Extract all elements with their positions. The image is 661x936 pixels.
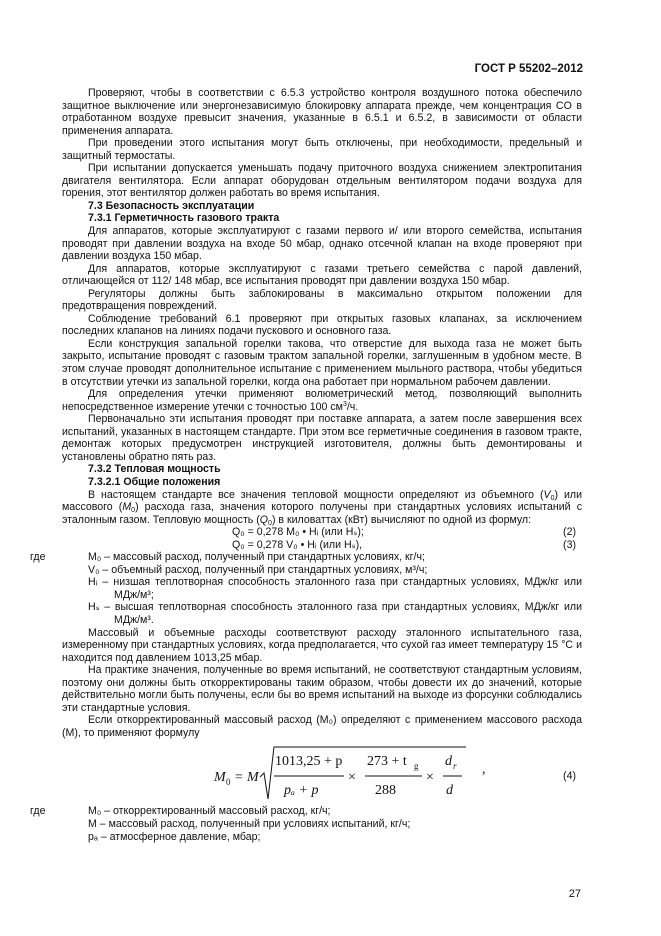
formula-subscript: g [414,761,419,772]
formula-4-graphic [62,743,582,805]
paragraph: Соблюдение требований 6.1 проверяют при открытых газовых клапанах, за исключением последних клапанов на линиях подачи пускового и основного газа. [62,312,582,338]
formula-text: Q₀ = 0,278 V₀ • Hᵢ (или Hₛ), [232,538,363,551]
paragraph: Если конструкция запальной горелки такова, что отверстие для выхода газа не может быть закрыто, испытание проводят с газовым трактом запальной горелки, заглушенным в удобном месте. В этом случае проводят дополнительное испытание с применением мыльного раствора, чтобы убедиться в отсутствии утечки из запальной горелки, когда она работает при нормальном рабочем давлении. [62,337,582,388]
where-label: где [30,551,46,564]
formula-number: (4) [563,770,576,783]
formula-num-3: d [445,754,452,770]
formula-eq: = M [234,770,259,786]
formula-lhs: M [214,770,226,786]
symbol: M [122,501,132,514]
formula-subscript: r [453,761,457,772]
paragraph: Регуляторы должны быть заблокированы в максимально открытом положении для предотвращения повреждений. [62,287,582,313]
page-number: 27 [568,888,581,900]
text: ) в киловаттах (кВт) вычисляют по одной из формул: [271,513,532,526]
definition: Hₛ – высшая теплотворная способность эталонного газа при стандартных условиях, МДж/кг или МДж/м³. [88,601,582,626]
definitions-list [30,551,582,626]
formula-comma: , [482,762,486,778]
definition: V₀ – объемный расход, полученный при стандартных условиях, м³/ч; [88,563,428,576]
subscript: 0 [550,494,555,502]
paragraph: При испытании допускается уменьшать подачу приточного воздуха снижением электропитания двигателя вентилятора. Если аппарат оборудован отдельным вентилятором подачи воздуха для горения, этот вентилятор должен работать во время испытания. [62,162,582,200]
definitions-list [30,805,582,843]
symbol: Q [259,513,269,526]
text: ) расхода газа, значения которого получены при стандартных условиях испытаний с эталонным газом. Тепловую мощность ( [62,501,582,526]
text: ) или массового ( [62,488,582,514]
text: В настоящем стандарте все значения тепловой мощности определяют из объемного ( [88,488,544,501]
formula-num-1: 1013,25 + p [275,754,343,770]
formula-text: Q₀ = 0,278 M₀ • Hᵢ (или Hₛ); [232,526,364,539]
section-heading: 7.3.2.1 Общие положения [88,475,221,488]
superscript: 3 [342,400,347,408]
formula-den-3: d [446,783,453,799]
formula-times: × [348,770,356,786]
definition: M₀ – массовый расход, полученный при стандартных условиях, кг/ч; [88,551,425,564]
where-label: где [30,805,46,818]
definition: Hᵢ – низшая теплотворная способность эталонного газа при стандартных условиях, МДж/кг или МДж/м³; [88,576,582,601]
formula-subscript: 0 [226,777,231,788]
section-heading: 7.3.2 Тепловая мощность [88,463,221,476]
formula-num-2: 273 + t [367,754,407,770]
definition: M – массовый расход, полученный при условиях испытаний, кг/ч; [88,817,411,830]
paragraph: Если откорректированный массовый расход (M₀) определяют с применением массового расхода (M), то применяют формулу [62,714,582,739]
text: Для определения утечки применяют волюметрический метод, позволяющий выполнить непосредственное измерение утечки с точностью 100 см [62,388,582,413]
document-header: ГОСТ Р 55202–2012 [474,63,583,75]
paragraph: Для аппаратов, которые эксплуатируют с газами первого и/ или второго семейства, испытания проводят при давлении воздуха на входе 50 мбар, однако отсечной клапан на входе проверяют при давлении воздуха 150 мбар. [62,225,582,263]
formula-number: (3) [563,538,576,551]
section-heading: 7.3.1 Герметичность газового тракта [88,212,280,225]
formula-2 [62,526,582,539]
subscript: 0 [268,519,272,527]
formula-den-2: 288 [375,783,396,799]
definition: pₐ – атмосферное давление, мбар; [88,830,261,843]
paragraph: На практике значения, полученные во время испытаний, не соответствуют стандартным условиям, поэтому они должны быть откорректированы таким образом, чтобы довести их до значений, которые действительно могли быть получены, если бы во время испытаний на выходе из форсунки соблюдались эти стандартные условия. [62,664,582,714]
paragraph: Проверяют, чтобы в соответствии с 6.5.3 устройство контроля воздушного потока обеспечило защитное выключение или энергонезависимую блокировку аппарата прежде, чем концентрация CO в отработанном воздухе превысит значения, указанные в 6.5.1 и 6.5.2, в зависимости от области применения аппарата. [62,87,582,137]
formula-3 [62,539,582,552]
paragraph: При проведении этого испытания могут быть отключены, при необходимости, предельный и защитный термостаты. [62,137,582,162]
document-body [30,87,582,843]
symbol: V [543,488,551,501]
formula-den-1: pₐ + p [284,783,319,799]
text: /ч. [346,400,359,413]
paragraph [62,388,582,413]
paragraph: Массовый и объемные расходы соответствуют расходу эталонного испытательного газа, измеренному при стандартных условиях, когда предполагается, что сухой газ имеет температуру 15 °С и находится под давлением 1013,25 мбар. [62,626,582,664]
paragraph: Первоначально эти испытания проводят при поставке аппарата, а затем после завершения всех испытаний, указанных в настоящем стандарте. При этом все герметичные соединения в газовом тракте, демонтаж которых предусмотрен инструкцией изготовителя, должны быть демонтированы и установлены обратно пять раз. [62,413,582,463]
formula-number: (2) [563,526,576,539]
formula-4 [62,743,582,805]
subscript: 0 [131,507,136,515]
paragraph [62,489,582,527]
formula-times: × [426,770,434,786]
section-heading: 7.3 Безопасность эксплуатации [88,199,255,212]
definition: M₀ – откорректированный массовый расход, кг/ч; [88,805,331,818]
paragraph: Для аппаратов, которые эксплуатируют с газами третьего семейства с парой давлений, отличающейся от 112/ 148 мбар, все испытания проводят при давлении воздуха 150 мбар. [62,262,582,288]
